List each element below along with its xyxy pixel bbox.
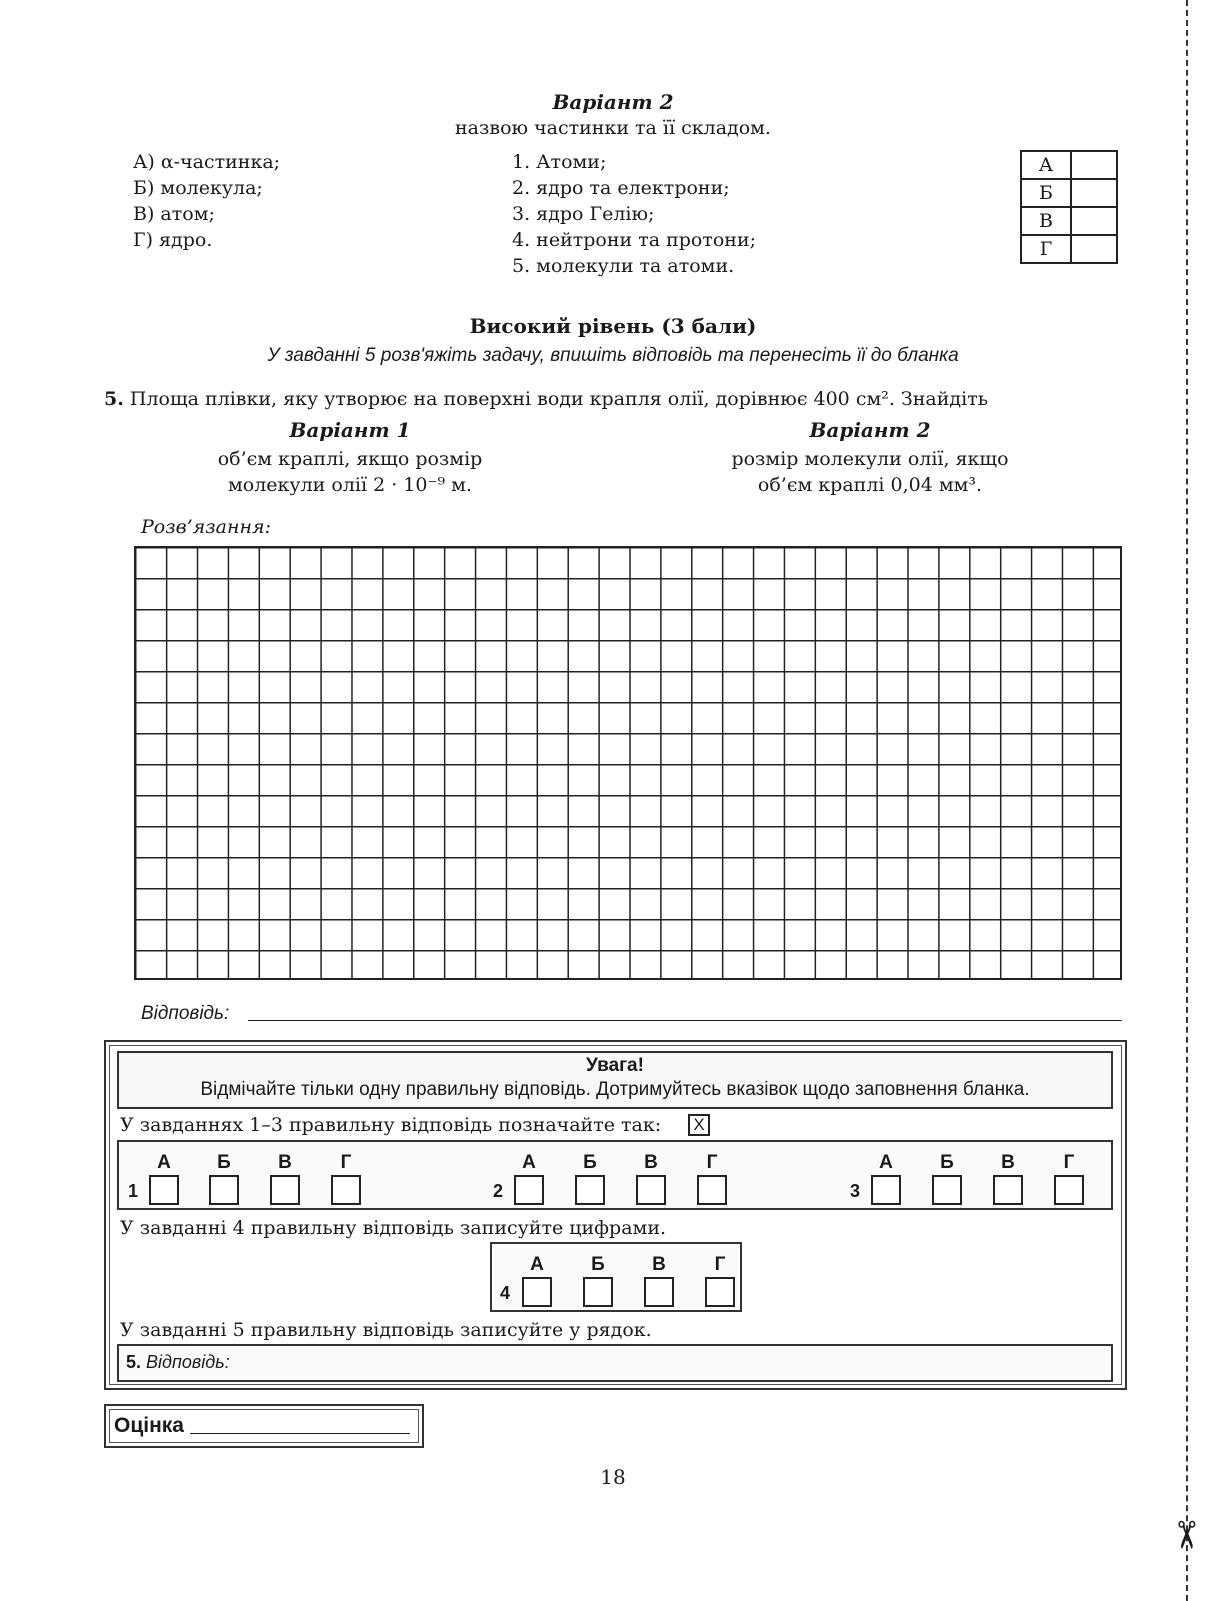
option-v: В) атом; [133,203,215,225]
task1-checkbox-b[interactable] [209,1175,239,1205]
match-letter: Б [1021,179,1071,207]
instruction-tasks-1-3: У завданнях 1–3 правильну відповідь позначайте так: [120,1114,662,1136]
task5-variant2-line1: розмір молекули олії, якщо [731,448,1009,470]
task4-box-v[interactable] [644,1277,674,1307]
task5-answer-text: Відповідь: [146,1352,230,1372]
variant2-prompt: назвою частинки та її складом. [455,117,771,139]
task-number-3: 3 [850,1181,861,1201]
instruction-task-5: У завданні 5 правильну відповідь записуйте у рядок. [120,1319,652,1341]
task4-box-b[interactable] [583,1277,613,1307]
letter-g: Г [340,1152,352,1173]
task5-text [104,388,988,410]
match-answer-cell[interactable] [1071,207,1117,235]
letter-b: Б [591,1254,605,1275]
task2-checkbox-g[interactable] [697,1175,727,1205]
task1-checkbox-g[interactable] [331,1175,361,1205]
letter-a: А [522,1152,536,1173]
task-number-1: 1 [128,1181,139,1201]
option-b: Б) молекула; [133,177,263,199]
task5-statement: Площа плівки, яку утворює на поверхні води крапля олії, дорівнює 400 см². Знайдіть [129,388,989,410]
grade-label: Оцінка [114,1414,184,1437]
match-answer-table [1020,150,1118,264]
task2-checkbox-b[interactable] [575,1175,605,1205]
letter-v: В [1001,1152,1015,1173]
task5-variant1-line1: об’єм краплі, якщо розмір [217,448,483,470]
match-letter: Г [1021,235,1071,263]
choice-1: 1. Атоми; [512,151,607,173]
letter-a: А [530,1254,544,1275]
letter-v: В [644,1152,658,1173]
match-letter: А [1021,151,1071,179]
attention-title: Увага! [586,1055,644,1076]
task-number-4: 4 [500,1283,511,1303]
instruction-task-4: У завданні 4 правильну відповідь записуйте цифрами. [120,1217,667,1239]
grade-line[interactable] [190,1433,410,1434]
match-answer-cell[interactable] [1071,179,1117,207]
task5-variant1-line2: молекули олії 2 · 10⁻⁹ м. [228,474,472,496]
task2-checkbox-a[interactable] [514,1175,544,1205]
choice-4: 4. нейтрони та протони; [512,229,757,251]
match-answer-cell[interactable] [1071,151,1117,179]
task5-variant2-line2: об’єм краплі 0,04 мм³. [757,474,983,496]
high-level-instruction: У завданні 5 розв'яжіть задачу, впишіть відповідь та перенесіть її до бланка [267,345,959,366]
task4-box-a[interactable] [522,1277,552,1307]
task4-box-g[interactable] [705,1277,735,1307]
letter-b: Б [583,1152,597,1173]
high-level-title: Високий рівень (3 бали) [469,314,757,338]
cut-line [1186,0,1188,1601]
choice-5: 5. молекули та атоми. [512,255,735,277]
option-a: А) α-частинка; [133,151,281,173]
solution-label: Розв’язання: [141,516,271,538]
page-number: 18 [600,1465,626,1489]
letter-a: А [157,1152,171,1173]
task1-checkbox-v[interactable] [270,1175,300,1205]
task5-answer-field[interactable] [117,1344,1113,1382]
task5-answer-number: 5. [126,1352,142,1372]
example-mark-box: X [688,1114,710,1136]
solution-grid[interactable] [134,546,1122,980]
task3-checkbox-b[interactable] [932,1175,962,1205]
letter-g: Г [1063,1152,1075,1173]
tasks-1-3-row [117,1140,1113,1210]
answer-line[interactable] [248,1020,1122,1021]
letter-g: Г [706,1152,718,1173]
choice-3: 3. ядро Гелію; [512,203,655,225]
task5-variant1-heading: Варіант 1 [289,418,411,442]
choice-2: 2. ядро та електрони; [512,177,730,199]
letter-v: В [652,1254,666,1275]
task3-checkbox-g[interactable] [1054,1175,1084,1205]
attention-text: Відмічайте тільки одну правильну відповідь. Дотримуйтесь вказівок щодо заповнення бланка. [200,1079,1030,1100]
task3-checkbox-a[interactable] [871,1175,901,1205]
letter-v: В [278,1152,292,1173]
task-number-2: 2 [493,1181,504,1201]
answer-label: Відповідь: [141,1003,230,1024]
task5-variant2-heading: Варіант 2 [809,418,931,442]
letter-b: Б [217,1152,231,1173]
variant2-heading: Варіант 2 [552,90,674,114]
option-g: Г) ядро. [133,229,213,251]
task2-checkbox-v[interactable] [636,1175,666,1205]
task1-checkbox-a[interactable] [149,1175,179,1205]
scissors-icon: ✂ [1163,1519,1208,1551]
task3-checkbox-v[interactable] [993,1175,1023,1205]
match-answer-cell[interactable] [1071,235,1117,263]
letter-g: Г [714,1254,726,1275]
match-letter: В [1021,207,1071,235]
task5-answer-label [126,1352,230,1373]
letter-a: А [879,1152,893,1173]
task5-number: 5. [104,388,124,410]
letter-b: Б [940,1152,954,1173]
